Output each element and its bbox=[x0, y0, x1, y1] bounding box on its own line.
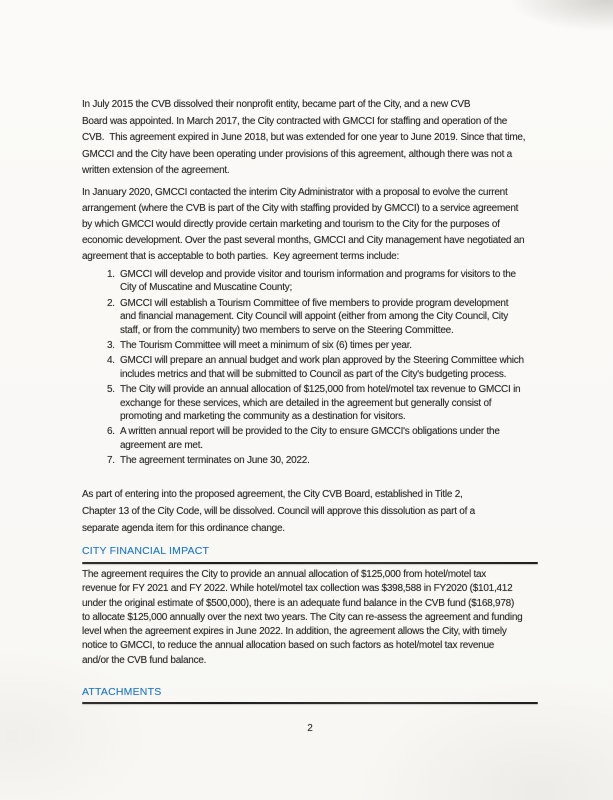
text-line: The City will provide an annual allocation of $125,000 from hotel/motel tax revenue to GMCCI in bbox=[120, 384, 521, 396]
list-item bbox=[82, 383, 538, 423]
heading-city-financial-impact: CITY FINANCIAL IMPACT bbox=[82, 545, 210, 557]
text-line: Chapter 13 of the City Code, will be dissolved. Council will approve this dissolution as part of a bbox=[82, 506, 475, 517]
section-rule bbox=[82, 702, 538, 704]
text-line: staff, or from the community) two members to serve on the Steering Committee. bbox=[120, 324, 454, 336]
list-item bbox=[82, 354, 538, 381]
text-line: notice to GMCCI, to reduce the annual allocation based on such factors as hotel/motel tax revenue bbox=[82, 640, 495, 652]
list-item bbox=[82, 454, 538, 467]
page-number: 2 bbox=[307, 723, 313, 734]
text-line: GMCCI will establish a Tourism Committee of five members to provide program development bbox=[120, 297, 509, 309]
text-line: The agreement terminates on June 30, 2022. bbox=[120, 455, 310, 467]
text-line: economic development. Over the past several months, GMCCI and City management have negotiated an bbox=[82, 235, 525, 246]
text-line: and/or the CVB fund balance. bbox=[82, 654, 207, 666]
list-item bbox=[82, 339, 538, 352]
section-rule bbox=[82, 562, 538, 564]
list-item bbox=[82, 268, 538, 295]
text-line: The Tourism Committee will meet a minimum of six (6) times per year. bbox=[120, 340, 412, 352]
text-line: In July 2015 the CVB dissolved their nonprofit entity, became part of the City, and a new CVB bbox=[82, 99, 471, 110]
text-line: includes metrics and that will be submitted to Council as part of the City's budgeting process. bbox=[120, 368, 507, 380]
list-item-number: 6. bbox=[107, 426, 115, 438]
list-item-number: 5. bbox=[107, 384, 115, 396]
text-line: under the original estimate of $500,000), there is an adequate fund balance in the CVB fund ($168,978) bbox=[82, 597, 515, 609]
list-item-number: 7. bbox=[107, 455, 115, 467]
list-item-number: 4. bbox=[107, 355, 115, 367]
text-line: GMCCI will develop and provide visitor and tourism information and programs for visitors to the bbox=[120, 269, 516, 280]
text-line: written extension of the agreement. bbox=[82, 165, 230, 176]
text-line: A written annual report will be provided to the City to ensure GMCCI's obligations under the bbox=[120, 426, 500, 438]
heading-attachments: ATTACHMENTS bbox=[82, 686, 162, 698]
list-item bbox=[82, 297, 538, 337]
text-line: GMCCI will prepare an annual budget and work plan approved by the Steering Committee which bbox=[120, 355, 524, 367]
text-line: agreement are met. bbox=[120, 439, 203, 451]
text-line: In January 2020, GMCCI contacted the interim City Administrator with a proposal to evolve the current bbox=[82, 187, 508, 198]
agreement-terms-list bbox=[82, 268, 538, 470]
text-line: revenue for FY 2021 and FY 2022. While hotel/motel tax collection was $398,588 in FY2020 ($101,412 bbox=[82, 583, 513, 595]
text-line: exchange for these services, which are detailed in the agreement but generally consist of bbox=[120, 397, 492, 409]
text-line: arrangement (where the CVB is part of the City with staffing provided by GMCCI) to a service agreement bbox=[82, 203, 519, 214]
text-line: separate agenda item for this ordinance change. bbox=[82, 523, 285, 534]
paragraph-intro bbox=[82, 97, 538, 180]
text-line: agreement that is acceptable to both parties. Key agreement terms include: bbox=[82, 251, 399, 262]
paragraph-proposal bbox=[82, 185, 538, 265]
text-line: Board was appointed. In March 2017, the City contracted with GMCCI for staffing and operation of the bbox=[82, 115, 508, 127]
text-line: level when the agreement expires in June 2022. In addition, the agreement allows the City, with timely bbox=[82, 626, 507, 638]
text-line: to allocate $125,000 annually over the next two years. The City can re-assess the agreement and funding bbox=[82, 611, 523, 623]
paragraph-dissolution bbox=[82, 486, 538, 537]
text-line: CVB. This agreement expired in June 2018, but was extended for one year to June 2019. Since that time, bbox=[82, 132, 526, 143]
text-line: As part of entering into the proposed agreement, the City CVB Board, established in Title 2, bbox=[82, 489, 463, 500]
list-item-number: 3. bbox=[107, 340, 115, 352]
text-line: promoting and marketing the community as a destination for visitors. bbox=[120, 411, 406, 423]
text-line: City of Muscatine and Muscatine County; bbox=[120, 282, 293, 294]
list-item-number: 1. bbox=[107, 269, 115, 280]
text-line: GMCCI and the City have been operating under provisions of this agreement, although there was not a bbox=[82, 148, 512, 160]
text-line: and financial management. City Council will appoint (either from among the City Council, City bbox=[120, 311, 509, 323]
text-line: by which GMCCI would directly provide certain marketing and tourism to the City for the purposes of bbox=[82, 219, 500, 230]
paragraph-financial bbox=[82, 568, 538, 668]
list-item-number: 2. bbox=[107, 297, 115, 309]
text-line: The agreement requires the City to provide an annual allocation of $125,000 from hotel/motel tax bbox=[82, 569, 487, 580]
list-item bbox=[82, 425, 538, 452]
